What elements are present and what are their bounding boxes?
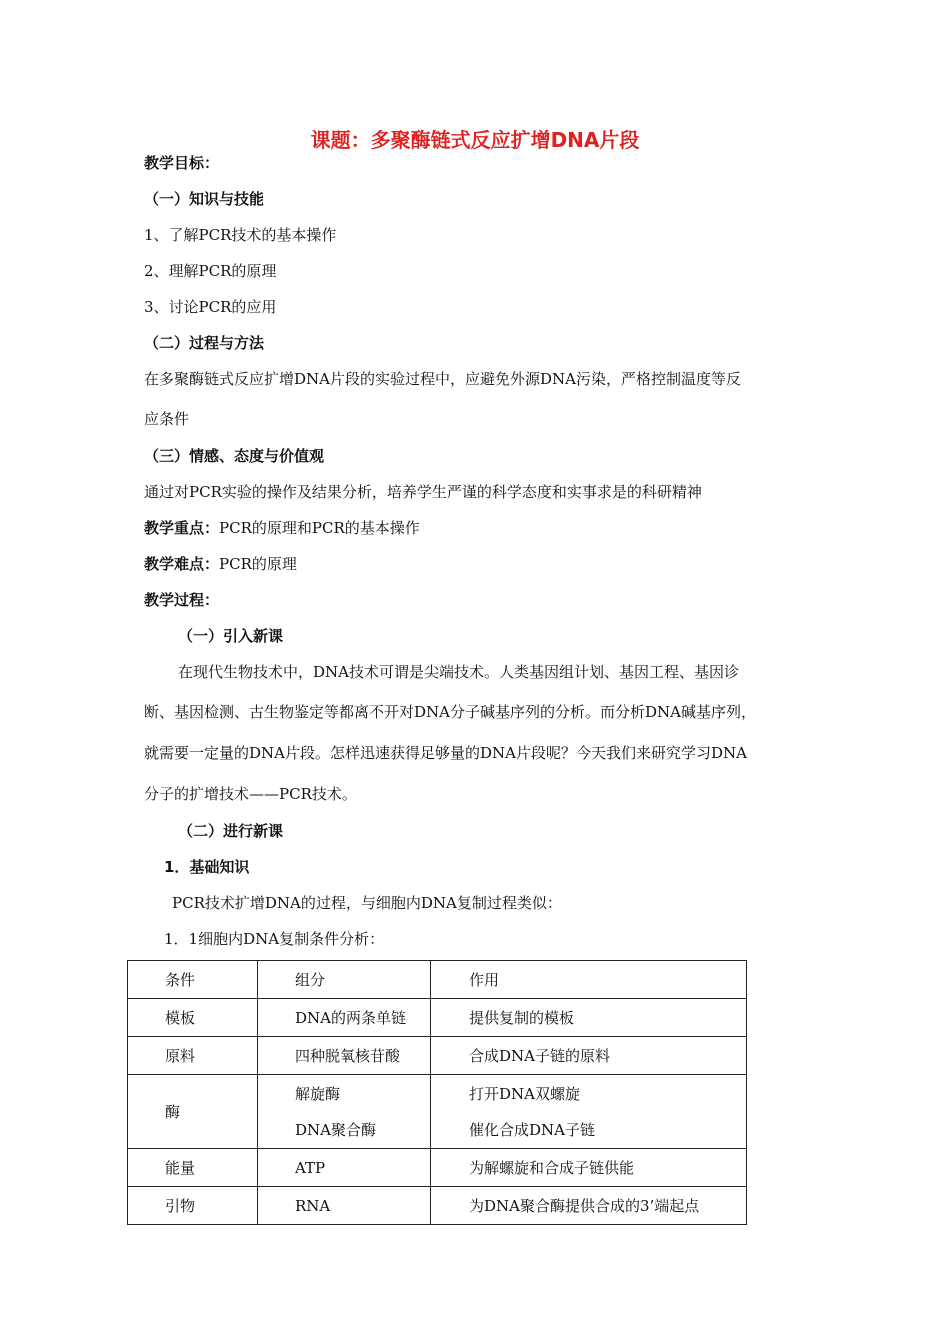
table-cell-line: 催化合成DNA子链 (469, 1120, 595, 1139)
section1-item: 3、讨论PCR的应用 (144, 298, 277, 316)
intro-line: 分子的扩增技术——PCR技术。 (144, 785, 357, 803)
table-cell: 提供复制的模板 (431, 999, 747, 1037)
section2-text-line1: 在多聚酶链式反应扩增DNA片段的实验过程中，应避免外源DNA污染，严格控制温度等反 (144, 370, 741, 388)
section3-text: 通过对PCR实验的操作及结果分析，培养学生严谨的科学态度和实事求是的科研精神 (144, 483, 702, 501)
table-cell: RNA (258, 1187, 431, 1225)
table-cell: 引物 (128, 1187, 258, 1225)
table-row (128, 999, 747, 1037)
key-point-text: PCR的原理和PCR的基本操作 (219, 519, 420, 537)
process-heading: 教学过程： (144, 591, 220, 609)
table-cell: 原料 (128, 1037, 258, 1075)
new-lesson-heading: （二）进行新课 (178, 822, 284, 840)
objectives-heading: 教学目标： (144, 154, 220, 172)
table-header-cell: 条件 (128, 961, 258, 999)
table-cell: 为解螺旋和合成子链供能 (431, 1149, 747, 1187)
table-caption: 1．1细胞内DNA复制条件分析： (164, 930, 385, 948)
table-cell: 能量 (128, 1149, 258, 1187)
table-row (128, 1037, 747, 1075)
intro-heading: （一）引入新课 (178, 627, 284, 645)
table-cell (258, 1075, 431, 1149)
table-cell (431, 1075, 747, 1149)
section2-heading: （二）过程与方法 (144, 334, 265, 352)
pcr-description: PCR技术扩增DNA的过程，与细胞内DNA复制过程类似： (172, 894, 562, 912)
table-cell: 模板 (128, 999, 258, 1037)
intro-line: 就需要一定量的DNA片段。怎样迅速获得足够量的DNA片段呢？今天我们来研究学习DNA (144, 744, 747, 762)
section1-item: 1、了解PCR技术的基本操作 (144, 226, 337, 244)
key-point (144, 517, 420, 538)
intro-line: 在现代生物技术中，DNA技术可谓是尖端技术。人类基因组计划、基因工程、基因诊 (178, 663, 739, 681)
section3-heading: （三）情感、态度与价值观 (144, 447, 325, 465)
difficulty-label: 教学难点： (144, 555, 220, 573)
section1-heading: （一）知识与技能 (144, 190, 265, 208)
intro-line: 断、基因检测、古生物鉴定等都离不开对DNA分子碱基序列的分析。而分析DNA碱基序列， (144, 703, 756, 721)
table-row (128, 1075, 747, 1149)
table-cell-line: 打开DNA双螺旋 (469, 1084, 580, 1103)
table-header-cell: 作用 (431, 961, 747, 999)
table-cell: ATP (258, 1149, 431, 1187)
table-cell-line: 解旋酶 (295, 1084, 341, 1103)
table-cell: 酶 (128, 1075, 258, 1149)
difficulty (144, 553, 297, 574)
table-header-row (128, 961, 747, 999)
difficulty-text: PCR的原理 (219, 555, 297, 573)
table-header-cell: 组分 (258, 961, 431, 999)
key-point-label: 教学重点： (144, 519, 220, 537)
table-cell: 为DNA聚合酶提供合成的3’端起点 (431, 1187, 747, 1225)
basic-knowledge-heading: 1．基础知识 (164, 858, 250, 876)
section1-item: 2、理解PCR的原理 (144, 262, 277, 280)
section2-text-line2: 应条件 (144, 410, 190, 428)
table-cell: 合成DNA子链的原料 (431, 1037, 747, 1075)
table-cell: 四种脱氧核苷酸 (258, 1037, 431, 1075)
dna-replication-table (127, 960, 747, 1225)
page-title: 课题：多聚酶链式反应扩增DNA片段 (310, 128, 640, 152)
table-cell-line: DNA聚合酶 (295, 1120, 376, 1139)
table-row (128, 1187, 747, 1225)
table-cell: DNA的两条单链 (258, 999, 431, 1037)
table-row (128, 1149, 747, 1187)
